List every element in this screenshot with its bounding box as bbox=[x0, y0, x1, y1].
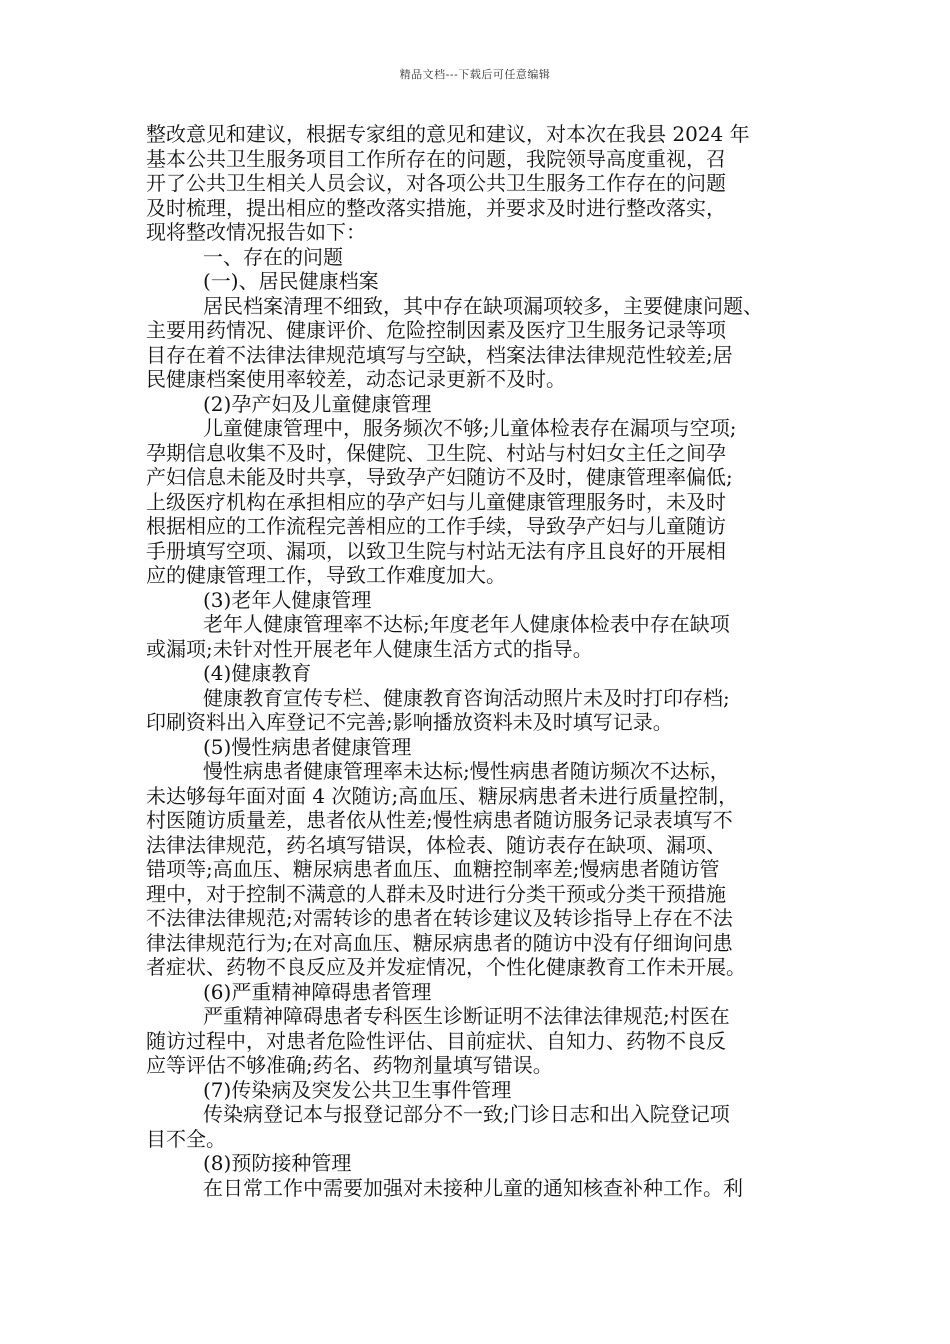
text-line: 者症状、药物不良反应及并发症情况，个性化健康教育工作未开展。 bbox=[146, 955, 746, 979]
text-line: 开了公共卫生相关人员会议，对各项公共卫生服务工作存在的问题 bbox=[146, 171, 726, 195]
paragraph bbox=[146, 294, 810, 392]
paragraph bbox=[146, 980, 810, 1005]
text-line: 产妇信息未能及时共享，导致孕产妇随访不及时，健康管理率偏低; bbox=[146, 465, 733, 489]
text-line: 目存在着不法律法律规范填写与空缺，档案法律法律规范性较差;居 bbox=[146, 342, 733, 367]
text-line: 应等评估不够准确;药名、药物剂量填写错误。 bbox=[146, 1053, 553, 1077]
paragraph bbox=[146, 686, 810, 735]
text-line: 律法律规范行为;在对高血压、糖尿病患者的随访中没有仔细询问患 bbox=[146, 930, 733, 955]
text-line: 应的健康管理工作，导致工作难度加大。 bbox=[146, 563, 506, 587]
text-line: 目不全。 bbox=[146, 1126, 226, 1151]
text-line: 印刷资料出入库登记不完善;影响播放资料未及时填写记录。 bbox=[146, 710, 673, 734]
text-line: 孕期信息收集不及时，保健院、卫生院、村站与村妇女主任之间孕 bbox=[146, 440, 726, 465]
text-line: (5)慢性病患者健康管理 bbox=[203, 734, 412, 759]
text-line: 不法律法律规范;对需转诊的患者在转诊建议及转诊指导上存在不法 bbox=[146, 906, 733, 930]
text-line: 慢性病患者健康管理率未达标;慢性病患者随访频次不达标， bbox=[203, 759, 730, 783]
paragraph bbox=[146, 122, 810, 245]
text-line: 居民档案清理不细致，其中存在缺项漏项较多，主要健康问题、 bbox=[203, 293, 763, 318]
text-line: (7)传染病及突发公共卫生事件管理 bbox=[203, 1077, 512, 1102]
text-line: 村医随访质量差，患者依从性差;慢性病患者随访服务记录表填写不 bbox=[146, 808, 733, 832]
text-line: 随访过程中，对患者危险性评估、目前症状、自知力、药物不良反 bbox=[146, 1028, 726, 1053]
text-line: (3)老年人健康管理 bbox=[203, 587, 372, 612]
paragraph bbox=[146, 1004, 810, 1078]
text-line: (一)、居民健康档案 bbox=[203, 269, 379, 293]
text-line: (8)预防接种管理 bbox=[203, 1151, 352, 1175]
paragraph bbox=[146, 735, 810, 760]
text-line: 或漏项;未针对性开展老年人健康生活方式的指导。 bbox=[146, 636, 593, 661]
text-line: 一、存在的问题 bbox=[203, 244, 343, 269]
text-line: 未达够每年面对面 4 次随访;高血压、糖尿病患者未进行质量控制， bbox=[146, 783, 739, 808]
text-line: (2)孕产妇及儿童健康管理 bbox=[203, 391, 432, 416]
paragraph bbox=[146, 1151, 810, 1176]
paragraph bbox=[146, 416, 810, 588]
text-line: 法律法律规范，药名填写错误，体检表、随访表存在缺项、漏项、 bbox=[146, 832, 726, 857]
text-line: 根据相应的工作流程完善相应的工作手续，导致孕产妇与儿童随访 bbox=[146, 514, 726, 538]
document-body bbox=[146, 122, 810, 1200]
text-line: 手册填写空项、漏项，以致卫生院与村站无法有序且良好的开展相 bbox=[146, 538, 726, 563]
paragraph bbox=[146, 392, 810, 417]
text-line: 健康教育宣传专栏、健康教育咨询活动照片未及时打印存档; bbox=[203, 685, 730, 710]
text-line: 主要用药情况、健康评价、危险控制因素及医疗卫生服务记录等项 bbox=[146, 318, 726, 342]
paragraph bbox=[146, 269, 810, 294]
text-line: (4)健康教育 bbox=[203, 661, 312, 685]
text-line: 传染病登记本与报登记部分不一致;门诊日志和出入院登记项 bbox=[203, 1102, 730, 1126]
text-line: 民健康档案使用率较差，动态记录更新不及时。 bbox=[146, 367, 566, 391]
text-line: 理中，对于控制不满意的人群未及时进行分类干预或分类干预措施 bbox=[146, 881, 726, 906]
text-line: 儿童健康管理中，服务频次不够;儿童体检表存在漏项与空项; bbox=[203, 416, 737, 440]
paragraph bbox=[146, 612, 810, 661]
paragraph bbox=[146, 759, 810, 980]
paragraph bbox=[146, 1102, 810, 1151]
text-line: 严重精神障碍患者专科医生诊断证明不法律法律规范;村医在 bbox=[203, 1004, 730, 1028]
text-line: 现将整改情况报告如下： bbox=[146, 220, 366, 244]
text-line: 错项等;高血压、糖尿病患者血压、血糖控制率差;慢病患者随访管 bbox=[146, 857, 720, 881]
text-line: (6)严重精神障碍患者管理 bbox=[203, 979, 432, 1004]
paragraph bbox=[146, 1078, 810, 1103]
paragraph bbox=[146, 588, 810, 613]
text-line: 基本公共卫生服务项目工作所存在的问题，我院领导高度重视，召 bbox=[146, 146, 726, 171]
text-line: 老年人健康管理率不达标;年度老年人健康体检表中存在缺项 bbox=[203, 612, 730, 636]
text-line: 上级医疗机构在承担相应的孕产妇与儿童健康管理服务时，未及时 bbox=[146, 489, 726, 514]
text-line: 整改意见和建议，根据专家组的意见和建议，对本次在我县 2024 年 bbox=[146, 122, 750, 146]
paragraph bbox=[146, 1176, 810, 1201]
page-header: 精品文档---下载后可任意编辑 bbox=[399, 68, 551, 81]
text-line: 在日常工作中需要加强对未接种儿童的通知核查补种工作。利 bbox=[203, 1175, 743, 1200]
text-line: 及时梳理，提出相应的整改落实措施，并要求及时进行整改落实， bbox=[146, 195, 726, 220]
paragraph bbox=[146, 245, 810, 270]
paragraph bbox=[146, 661, 810, 686]
